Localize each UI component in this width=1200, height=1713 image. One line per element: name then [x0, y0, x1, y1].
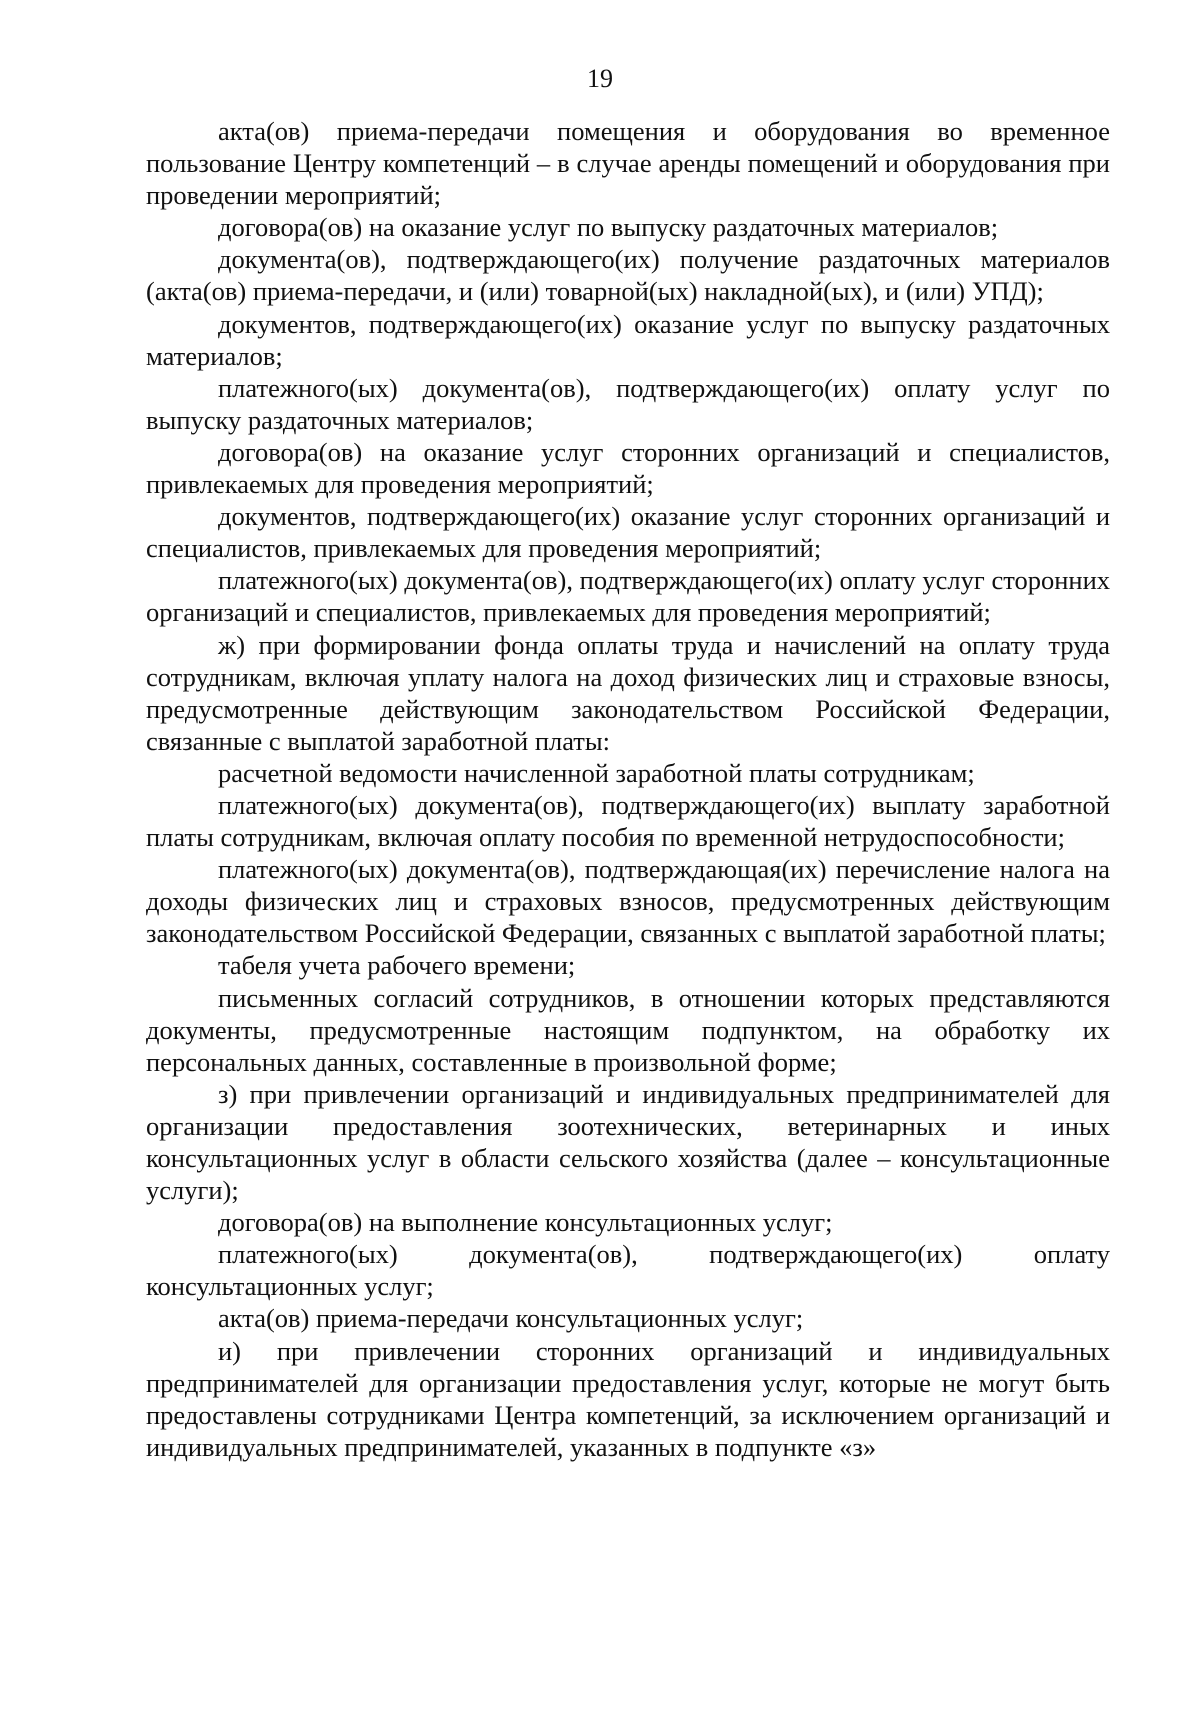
paragraph: платежного(ых) документа(ов), подтверждающего(их) оплату услуг по выпуску раздаточных материалов; [146, 372, 1110, 435]
document-body [146, 115, 1110, 1463]
paragraph: документов, подтверждающего(их) оказание услуг по выпуску раздаточных материалов; [146, 308, 1110, 371]
paragraph: платежного(ых) документа(ов), подтверждающего(их) оплату консультационных услуг; [146, 1239, 1110, 1302]
paragraph: табеля учета рабочего времени; [218, 950, 576, 981]
paragraph: платежного(ых) документа(ов), подтверждающего(их) оплату услуг сторонних организаций и специалистов, привлекаемых для проведения мероприятий; [146, 565, 1110, 628]
paragraph: платежного(ых) документа(ов), подтверждающего(их) выплату заработной платы сотрудникам, включая оплату пособия по временной нетрудоспособности; [146, 789, 1110, 853]
paragraph: договора(ов) на выполнение консультационных услуг; [218, 1207, 833, 1238]
paragraph: акта(ов) приема-передачи помещения и оборудования во временное пользование Центру компетенций – в случае аренды помещений и оборудования при проведении мероприятий; [146, 116, 1110, 211]
page-number: 19 [587, 64, 613, 93]
paragraph-subitem-zh: ж) при формировании фонда оплаты труда и начислений на оплату труда сотрудникам, включая уплату налога на доход физических лиц и страховые взносы, предусмотренные действующим законодательством Российской Федерации, связанные с выплатой заработной платы: [146, 629, 1110, 756]
paragraph: письменных согласий сотрудников, в отношении которых представляются документы, предусмотренные настоящим подпунктом, на обработку их персональных данных, составленные в произвольной форме; [146, 982, 1110, 1077]
paragraph: документа(ов), подтверждающего(их) получение раздаточных материалов (акта(ов) приема-передачи, и (или) товарной(ых) накладной(ых), и (или) УПД); [146, 244, 1110, 307]
paragraph: расчетной ведомости начисленной заработной платы сотрудникам; [218, 757, 975, 788]
paragraph: платежного(ых) документа(ов), подтверждающая(их) перечисление налога на доходы физических лиц и страховых взносов, предусмотренных действующим законодательством Российской Федерации, связанных с выплатой заработной платы; [146, 854, 1110, 949]
paragraph-subitem-z: з) при привлечении организаций и индивидуальных предпринимателей для организации предоставления зоотехнических, ветеринарных и иных консультационных услуг в области сельского хозяйства (далее – консультационные услуги); [146, 1078, 1110, 1206]
paragraph: документов, подтверждающего(их) оказание услуг сторонних организаций и специалистов, привлекаемых для проведения мероприятий; [146, 501, 1110, 564]
paragraph-subitem-i: и) при привлечении сторонних организаций и индивидуальных предпринимателей для организации предоставления услуг, которые не могут быть предоставлены сотрудниками Центра компетенций, за исключением организаций и индивидуальных предпринимателей, указанных в подпункте «з» [146, 1335, 1110, 1462]
paragraph: акта(ов) приема-передачи консультационных услуг; [218, 1303, 804, 1334]
paragraph: договора(ов) на оказание услуг по выпуску раздаточных материалов; [218, 212, 999, 243]
paragraph: договора(ов) на оказание услуг сторонних организаций и специалистов, привлекаемых для проведения мероприятий; [146, 436, 1110, 500]
